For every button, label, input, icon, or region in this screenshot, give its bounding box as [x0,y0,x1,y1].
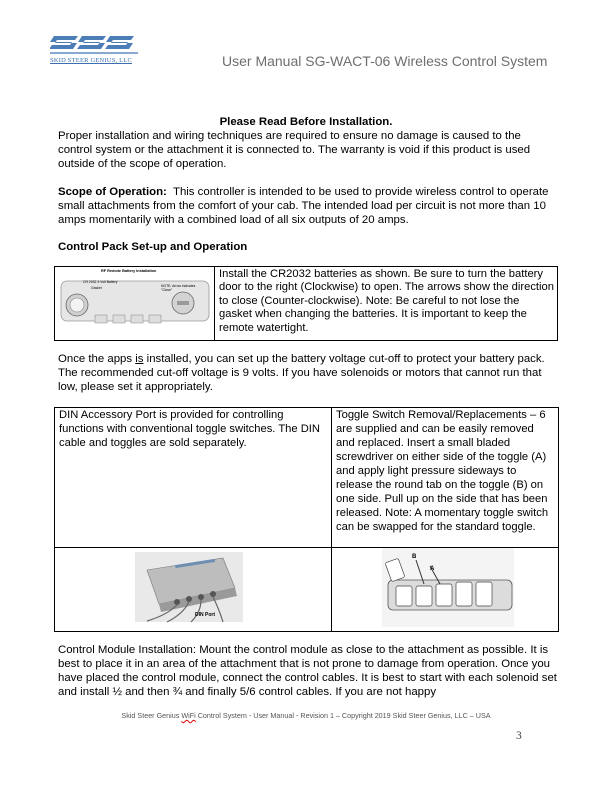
voltage-text-after: installed, you can set up the battery voltage cut-off to protect your battery pack. The recommended cut-off voltage is 9 volts. If you have solenoids or motors that cannot run that low, please set it appropriately. [58,353,545,393]
scope-body: This controller is intended to be used to provide wireless control to operate small attachments from the comfort of your cab. The intended load per circuit is not more than 10 amps momentarily with a combined load of all six outputs of 20 amps. [58,186,549,226]
battery-instructions: Install the CR2032 batteries as shown. Be sure to turn the battery door to the right (Clockwise) to open. The arrows show the direction to close (Counter-clockwise). Note: Be careful to not lose the gasket when changing the batteries. It is important to keep the remote watertight. [215,267,558,341]
battery-image-cell [55,267,215,341]
din-image-cell [55,548,332,632]
intro-heading: Please Read Before Installation. [219,116,393,128]
toggle-replacement-description: Toggle Switch Removal/Replacements – 6 are supplied and can be easily removed and replaced. Insert a small bladed screwdriver on either side of the toggle (A) and apply light pressure sideways to release the round tab on the toggle (B) on one side. Pull up on the side that has been released. Note: A momentary toggle switch can be swapped for the standard toggle. [332,408,559,548]
document-title: User Manual SG-WACT-06 Wireless Control System [222,53,548,69]
remote-battery-illustration [55,267,214,335]
voltage-paragraph [58,352,558,394]
voltage-underlined-word: is [135,353,144,365]
scope-label: Scope of Operation: [58,186,167,198]
footer-text-before: Skid Steer Genius [121,711,182,720]
toggle-image-cell [332,548,559,632]
page-number: 3 [516,730,522,742]
accessory-table [54,407,559,632]
battery-label: CR 2032 3 Volt Battery [83,280,118,284]
voltage-text-before: Once the apps [58,353,136,365]
din-port-label: DIN Port [195,612,215,618]
toggle-removal-illustration [332,548,558,627]
battery-table [54,266,558,341]
scope-paragraph [58,185,558,227]
din-port-description: DIN Accessory Port is provided for controlling functions with conventional toggle switches. The DIN cable and toggles are sold separately. [55,408,332,548]
module-paragraph: Control Module Installation: Mount the control module as close to the attachment as possible. It is best to place it in an area of the attachment that is not prone to damage from operation. Once you have placed the control module, connect the control cables. It is best to start with each solenoid set and install ½ and then ¾ and finally 5/6 control cables. If you are not happy [58,644,557,698]
logo-text: SKID STEER GENIUS, LLC [50,57,133,64]
battery-image-caption: RF Remote Battery Installation [101,269,157,273]
gasket-label: Gasket [91,286,102,290]
footer-wifi-word: WiFi [181,711,196,720]
intro-paragraph: Proper installation and wiring techniques are required to ensure no damage is caused to the control system or the attachment it is connected to. The warranty is void if this product is used outside of the scope of operation. [58,130,531,170]
arrow-note-label: NOTE: Arrow indicates "Close" [161,284,196,292]
page-footer [0,711,612,720]
din-port-illustration [55,548,331,627]
footer-text-after: Control System - User Manual - Revision 1 – Copyright 2019 Skid Steer Genius, LLC – USA [195,711,491,720]
toggle-label-b: B [412,554,417,560]
toggle-label-a: A [430,566,435,572]
control-pack-heading: Control Pack Set-up and Operation [58,241,248,253]
